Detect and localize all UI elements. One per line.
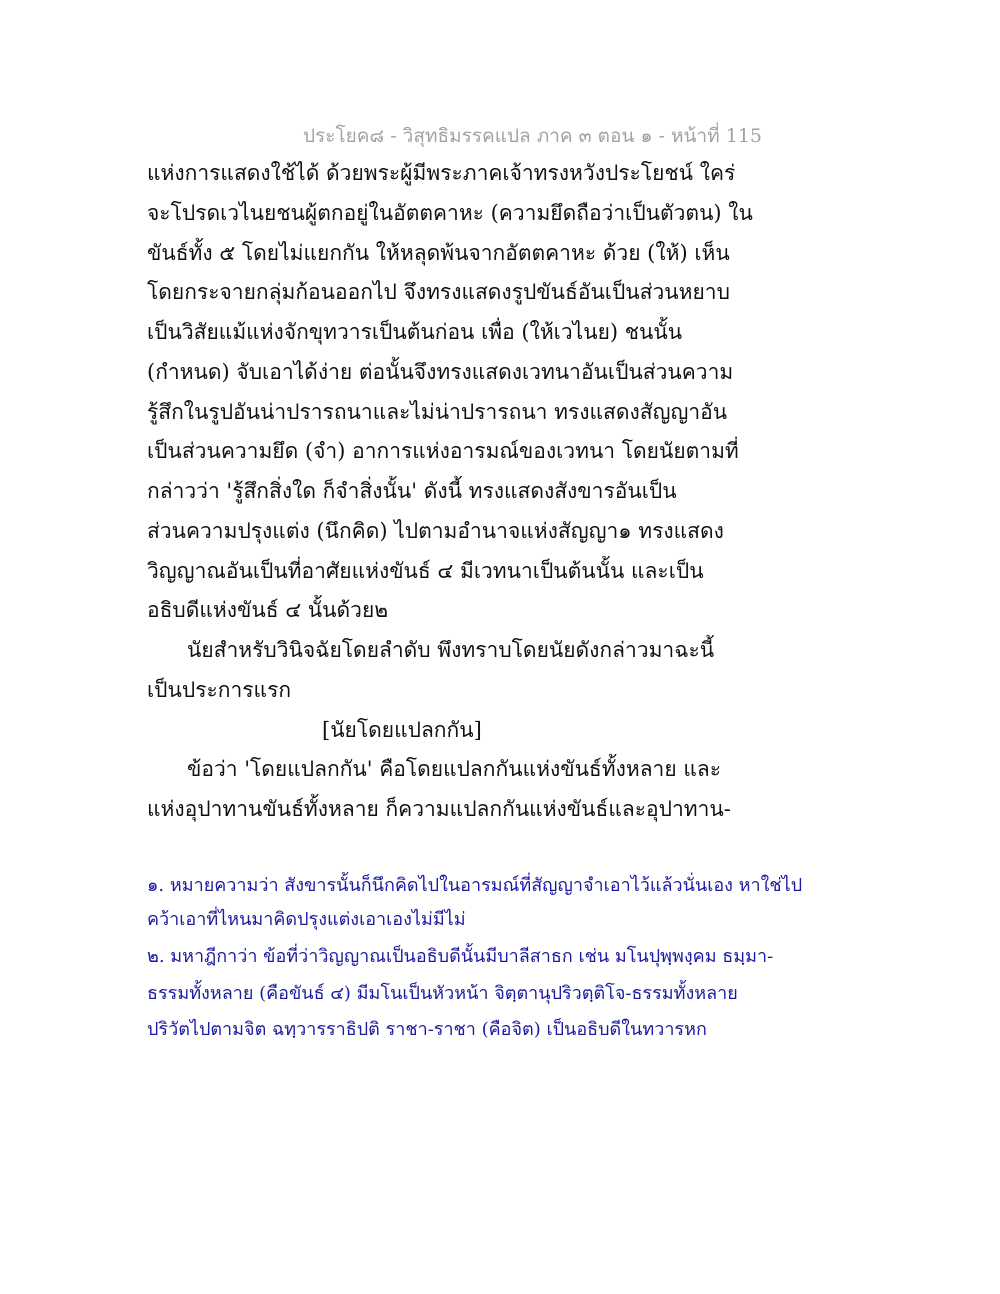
paragraph-line: นัยสำหรับวินิจฉัยโดยลำดับ พึงทราบโดยนัยดังกล่าวมาฉะนี้: [187, 638, 715, 662]
footnote-line: คว้าเอาที่ไหนมาคิดปรุงแต่งเอาเองไม่มีไม่: [147, 909, 466, 930]
body-line: ขันธ์ทั้ง ๕ โดยไม่แยกกัน ให้หลุดพ้นจากอัตตคาหะ ด้วย (ให้) เห็น: [147, 241, 730, 265]
body-line: โดยกระจายกลุ่มก้อนออกไป จึงทรงแสดงรูปขันธ์อันเป็นส่วนหยาบ: [147, 280, 730, 304]
footnote-line: ๒. มหาฎีกาว่า ข้อที่ว่าวิญญาณเป็นอธิบดีนั้นมีบาลีสาธก เช่น มโนปุพฺพงฺคม ธมฺมา-: [147, 946, 774, 967]
body-line: กล่าวว่า 'รู้สึกสิ่งใด ก็จำสิ่งนั้น' ดังนี้ ทรงแสดงสังขารอันเป็น: [147, 479, 677, 503]
body-line: (กำหนด) จับเอาได้ง่าย ต่อนั้นจึงทรงแสดงเวทนาอันเป็นส่วนความ: [147, 360, 734, 384]
footnote-line: ธรรมทั้งหลาย (คือขันธ์ ๔) มีมโนเป็นหัวหน้า จิตฺตานุปริวตฺติโจ-ธรรมทั้งหลาย: [147, 983, 738, 1004]
body-line: แห่งการแสดงใช้ได้ ด้วยพระผู้มีพระภาคเจ้าทรงหวังประโยชน์ ใคร่: [147, 161, 736, 185]
footnote-line: ๑. หมายความว่า สังขารนั้นก็นึกคิดไปในอารมณ์ที่สัญญาจำเอาไว้แล้วนั่นเอง หาใช่ไป: [147, 875, 803, 896]
page-header: ประโยค๘ - วิสุทธิมรรคแปล ภาค ๓ ตอน ๑ - หน้าที่ 115: [303, 125, 763, 147]
body-line: วิญญาณอันเป็นที่อาศัยแห่งขันธ์ ๔ มีเวทนาเป็นต้นนั้น และเป็น: [147, 559, 704, 583]
section-heading: [นัยโดยแปลกกัน]: [322, 718, 482, 742]
paragraph-line: เป็นประการแรก: [147, 678, 292, 702]
body-line: เป็นส่วนความยึด (จำ) อาการแห่งอารมณ์ของเวทนา โดยนัยตามที่: [147, 439, 739, 463]
body-line: เป็นวิสัยแม้แห่งจักขุทวารเป็นต้นก่อน เพื่อ (ให้เวไนย) ชนนั้น: [147, 320, 683, 344]
body-line: รู้สึกในรูปอันน่าปรารถนาและไม่น่าปรารถนา ทรงแสดงสัญญาอัน: [147, 400, 728, 424]
body-line: จะโปรดเวไนยชนผู้ตกอยู่ในอัตตคาหะ (ความยึดถือว่าเป็นตัวตน) ใน: [147, 201, 753, 225]
body-line: อธิบดีแห่งขันธ์ ๔ นั้นด้วย๒: [147, 598, 389, 622]
body-line: ส่วนความปรุงแต่ง (นึกคิด) ไปตามอำนาจแห่งสัญญา๑ ทรงแสดง: [147, 519, 724, 543]
footnote-line: ปริวัตไปตามจิต ฉทฺวารราธิปติ ราชา-ราชา (คือจิต) เป็นอธิบดีในทวารหก: [147, 1019, 707, 1040]
paragraph-line: ข้อว่า 'โดยแปลกกัน' คือโดยแปลกกันแห่งขันธ์ทั้งหลาย และ: [187, 757, 722, 781]
paragraph-line: แห่งอุปาทานขันธ์ทั้งหลาย ก็ความแปลกกันแห่งขันธ์และอุปาทาน-: [147, 797, 731, 821]
